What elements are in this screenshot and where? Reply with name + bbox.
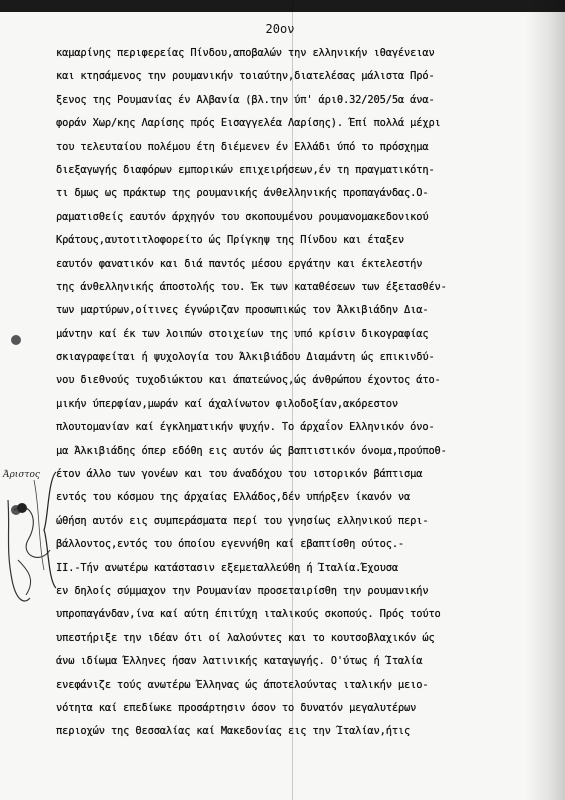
text-line: περιοχών της Θεσσαλίας καί Μακεδονίας εις την Ίταλίαν,ήτις (56, 725, 411, 738)
text-line: ενεφάνιζε τούς ανωτέρω Έλληνας ώς άποτελούντας ιταλικήν μειο- (56, 678, 429, 691)
text-line: υπεστήριξε την ιδέαν ότι οί λαλούντες και το κουτσοβλαχικόν ώς (56, 631, 435, 644)
text-line: καμαρίνης περιφερείας Πίνδου,αποβαλών την ελληνικήν ιθαγένειαν (56, 47, 435, 59)
text-line: διεξαγωγής διαφόρων εμπορικών επιχειρήσεων,έν τη πραγματικότη- (56, 163, 435, 176)
text-line: τι δμως ως πράκτωρ της ρουμανικής άνθελληνικής προπαγάνδας.Ο- (56, 187, 429, 200)
margin-handwritten-note: Άριστος (3, 470, 40, 480)
text-line: νότητα καί επεδίωκε προσάρτησιν όσον το δυνατόν μεγαλυτέρων (56, 701, 417, 714)
text-line: έτον άλλο των γονέων και του άναδόχου του ιστορικόν βάπτισμα (56, 468, 423, 481)
text-line: σκιαγραφείται ή ψυχολογία του Άλκιβιάδου Διαμάντη ώς επικινδύ- (56, 351, 435, 364)
text-line: της άνθελληνικής άποστολής του. Έκ των καταθέσεων των έξετασθέν- (56, 280, 447, 293)
text-line: ραματισθείς εαυτόν άρχηγόν του σκοπουμένου ρουμανομακεδονικού (56, 210, 429, 223)
text-line: υπροπαγάνδαν,ίνα καί αύτη έπιτύχη ιταλικούς σκοπούς. Πρός τούτο (56, 608, 441, 621)
text-line: εντός του κόσμου της άρχαίας Ελλάδος,δέν υπήρξεν ίκανόν να (56, 491, 411, 504)
text-line: μάντην καί έκ των λοιπών στοιχείων της υπό κρίσιν δικογραφίας (56, 327, 429, 340)
margin-bracket-icon (42, 470, 62, 590)
text-line: εν δηλοίς σύμμαχον την Ρουμανίαν προσεταιρίσθη την ρουμανικήν (56, 584, 429, 597)
text-line: εαυτόν φανατικόν και διά παντός μέσου εργάτην και έκτελεστήν (56, 257, 423, 270)
text-line: μικήν ύπερφίαν,μωράν καί άχαλίνωτον φιλοδοξίαν,ακόρεστον (56, 397, 398, 410)
punch-hole (11, 335, 21, 345)
text-line: II.-Τήν ανωτέρω κατάστασιν εξεμεταλλεύθη ή Ίταλία.Έχουσα (56, 561, 398, 574)
text-line: Κράτους,αυτοτιτλοφορείτο ώς Πρίγκηψ της Πίνδου και έταξεν (56, 234, 405, 247)
scan-top-band (0, 0, 565, 12)
text-line: φοράν Χωρ/κης Λαρίσης πρός Εισαγγελέα Λαρίσης). Έπί πολλά μέχρι (56, 117, 441, 130)
text-line: μα Άλκιβιάδης όπερ εδόθη εις αυτόν ώς βαπτιστικόν όνομα,προύποθ- (56, 444, 447, 457)
text-line: νου διεθνούς τυχοδιώκτου και άπατεώνος,ώς άνθρώπου έχοντος άτο- (56, 374, 441, 387)
text-line: ξενος της Ρουμανίας έν Αλβανία (βλ.την ύπ' άριθ.32/205/5α άνα- (56, 93, 435, 106)
text-line: του τελευταίου πολέμου έτη διέμενεν έν Ελλάδι ύπό το πρόσχημα (56, 140, 429, 153)
text-line: άνω ιδίωμα Έλληνες ήσαν λατινικής καταγωγής. Ο'ύτως ή Ίταλία (56, 655, 423, 668)
page-number: 20ον (265, 22, 295, 36)
text-line: και κτησάμενος την ρουμανικήν τοιαύτην,διατελέσας μάλιστα Πρό- (56, 70, 435, 83)
text-line: βάλλοντος,εντός του όποίου εγεννήθη καί εβαπτίσθη ούτος.- (56, 538, 405, 551)
text-line: των μαρτύρων,οίτινες έγνώριζαν προσωπικώς τον Άλκιβιάδην Δια- (56, 304, 429, 317)
text-line: πλουτομανίαν καί έγκληματικήν ψυχήν. Το άρχαΐον Ελληνικόν όνο- (56, 421, 435, 434)
document-body (56, 42, 556, 744)
text-line: ώθήση αυτόν εις συμπεράσματα περί του γνησίως ελληνικού περι- (56, 514, 429, 527)
